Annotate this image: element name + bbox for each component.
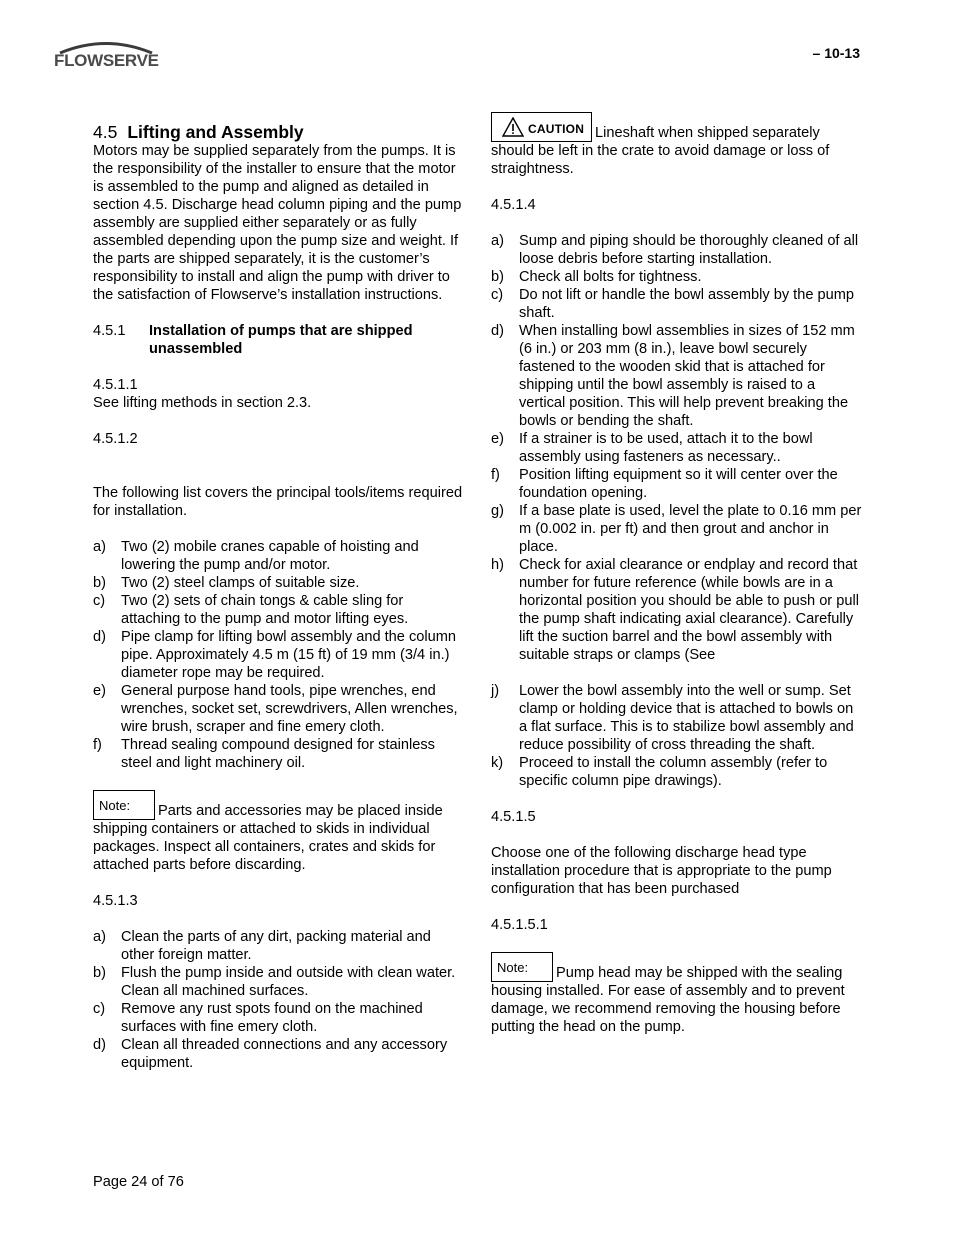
document-number: – 10-13 [812,45,860,61]
list-item: k) Proceed to install the column assembly (refer to specific column pipe drawings). [491,755,828,789]
right-column [491,112,863,1036]
section-number: 4.5 [93,122,118,142]
intro-paragraph: Motors may be supplied separately from the pumps. It is the responsibility of the installer to ensure that the motor is assembled to the pump and aligned as detailed in section 4.5. Discharge head column piping and the pump assembly are supplied either separately or as fully assembled depending upon the pump size and weight. If the parts are shipped separately, it is the customer’s responsibility to install and align the pump with driver to the satisfaction of Flowserve’s installation instructions. [93,143,462,303]
list-item: d) When installing bowl assemblies in sizes of 152 mm (6 in.) or 203 mm (8 in.), leave bowl securely fastened to the wooden skid that is attached for shipping until the bowl assembly is raised to a vertical position. This will help prevent breaking the bowls or bending the shaft. [491,323,855,429]
list-item: d) Clean all threaded connections and any accessory equipment. [93,1037,448,1071]
tools-list [93,538,465,772]
subsection-451 [93,322,465,358]
section-title: Lifting and Assembly [127,122,304,142]
page-number: Page 24 of 76 [93,1174,184,1190]
subsection-4514-number: 4.5.1.4 [491,197,536,213]
caution-paragraph [491,112,863,178]
subsection-4511-number: 4.5.1.1 [93,377,138,393]
installation-steps-list [491,232,863,664]
list-item: g) If a base plate is used, level the plate to 0.16 mm per m (0.002 in. per ft) and then grout and anchor in place. [491,503,862,555]
list-item: j) Lower the bowl assembly into the well or sump. Set clamp or holding device that is attached to bowls on a flat surface. This is to stabilize bowl assembly and reduce possibility of cross threading the shaft. [491,683,854,753]
subsection-45151-number: 4.5.1.5.1 [491,917,548,933]
tools-intro: The following list covers the principal tools/items required for installation. [93,485,463,519]
list-item: a) Sump and piping should be thoroughly cleaned of all loose debris before starting installation. [491,233,859,267]
warning-triangle-icon [502,117,524,137]
list-item: c) Two (2) sets of chain tongs & cable sling for attaching to the pump and motor lifting eyes. [93,593,409,627]
subsection-4513-number: 4.5.1.3 [93,893,138,909]
list-item: f) Position lifting equipment so it will center over the foundation opening. [491,467,838,501]
list-item: c) Remove any rust spots found on the machined surfaces with fine emery cloth. [93,1001,423,1035]
subsection-4515-number: 4.5.1.5 [491,809,536,825]
caution-text: Lineshaft when shipped separately should be left in the crate to avoid damage or loss of straightness. [491,125,830,177]
subsection-title: Installation of pumps that are shipped unassembled [149,323,413,357]
list-item: d) Pipe clamp for lifting bowl assembly and the column pipe. Approximately 4.5 m (15 ft) of 19 mm (3/4 in.) diameter rope may be required. [93,629,457,681]
subsection-4511-text: See lifting methods in section 2.3. [93,395,312,411]
list-item: c) Do not lift or handle the bowl assembly by the pump shaft. [491,287,855,321]
list-item: h) Check for axial clearance or endplay and record that number for future reference (while bowls are in a horizontal position you should be able to push or pull the pump shaft indicating axial clearance). Carefully lift the suction barrel and the bowl assembly with suitable straps or clamps (See [491,557,859,663]
left-column [93,122,465,1072]
note-label-box: Note: [93,790,155,820]
list-item: a) Two (2) mobile cranes capable of hoisting and lowering the pump and/or motor. [93,539,419,573]
list-item: e) If a strainer is to be used, attach it to the bowl assembly using fasteners as necessary.. [491,431,813,465]
caution-label-box: CAUTION [491,112,592,142]
note-text: Pump head may be shipped with the sealing housing installed. For ease of assembly and to prevent damage, we recommend removing the housing before putting the head on the pump. [491,965,845,1035]
list-item: b) Check all bolts for tightness. [491,269,702,285]
note-paragraph [491,952,863,1036]
note-text: Parts and accessories may be placed inside shipping containers or attached to skids in individual packages. Inspect all containers, crates and skids for attached parts before discarding. [93,803,443,873]
subsection-number: 4.5.1 [93,323,126,339]
installation-steps-list-continued [491,682,863,790]
note-label-box: Note: [491,952,553,982]
cleaning-list [93,928,465,1072]
flowserve-logo [54,40,162,84]
note-paragraph [93,790,465,874]
list-item: f) Thread sealing compound designed for stainless steel and light machinery oil. [93,737,435,771]
list-item: b) Two (2) steel clamps of suitable size. [93,575,360,591]
section-heading [93,122,465,142]
list-item: a) Clean the parts of any dirt, packing material and other foreign matter. [93,929,431,963]
subsection-4512-number: 4.5.1.2 [93,431,138,447]
subsection-4515-text: Choose one of the following discharge head type installation procedure that is appropriate to the pump configuration that has been purchased [491,845,832,897]
list-item: e) General purpose hand tools, pipe wrenches, end wrenches, socket set, screwdrivers, Allen wrenches, wire brush, scraper and fine emery cloth. [93,683,458,735]
logo-text: FLOWSERVE [54,51,159,70]
list-item: b) Flush the pump inside and outside with clean water. Clean all machined surfaces. [93,965,456,999]
